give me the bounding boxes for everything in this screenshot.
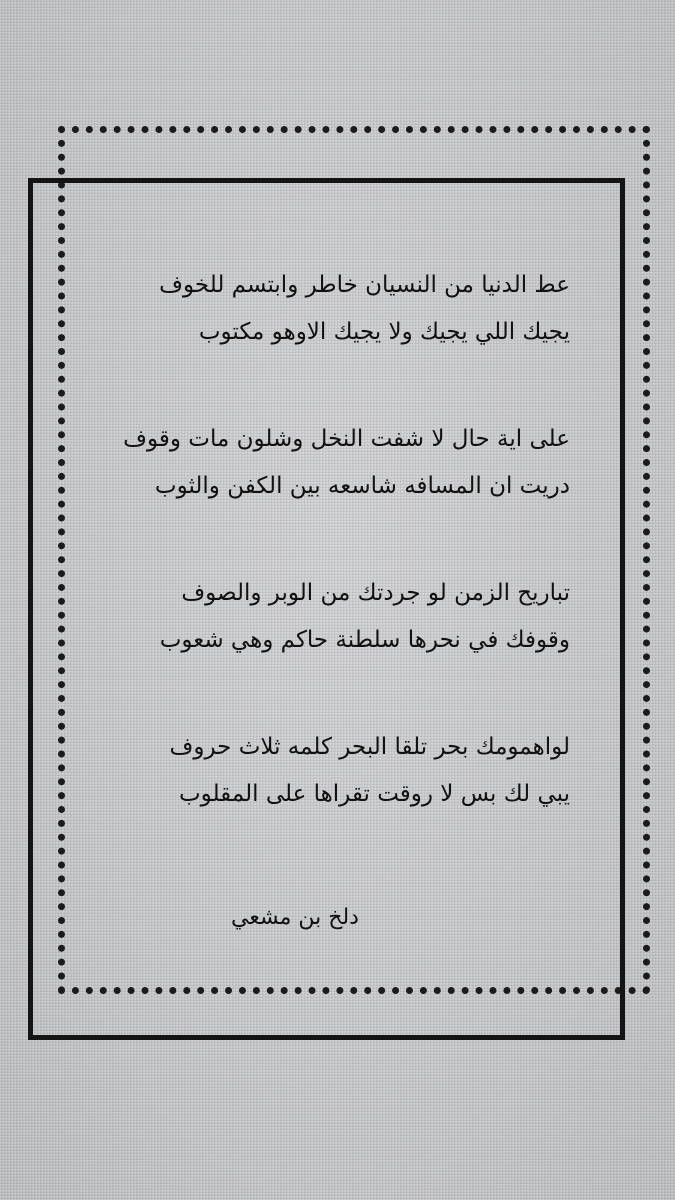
stanza-2 <box>80 416 570 510</box>
author-signature: دلخ بن مشعي <box>231 905 359 930</box>
poem-text <box>80 262 570 878</box>
verse-line: وقوفك في نحرها سلطنة حاكم وهي شعوب <box>159 627 570 653</box>
verse-line: يجيك اللي يجيك ولا يجيك الاوهو مكتوب <box>198 319 570 345</box>
verse-line: عط الدنيا من النسيان خاطر وابتسم للخوف <box>159 272 570 298</box>
verse-line: على اية حال لا شفت النخل وشلون مات وقوف <box>123 426 570 452</box>
stanza-1 <box>80 262 570 356</box>
stanza-3 <box>80 570 570 664</box>
verse-line: تباريح الزمن لو جردتك من الوبر والصوف <box>181 580 570 606</box>
verse-line: دريت ان المسافه شاسعه بين الكفن والثوب <box>154 473 570 499</box>
stanza-4 <box>80 724 570 818</box>
verse-line: لواهمومك بحر تلقا البحر كلمه ثلاث حروف <box>169 734 570 760</box>
verse-line: يبي لك بس لا روقت تقراها على المقلوب <box>179 781 570 807</box>
